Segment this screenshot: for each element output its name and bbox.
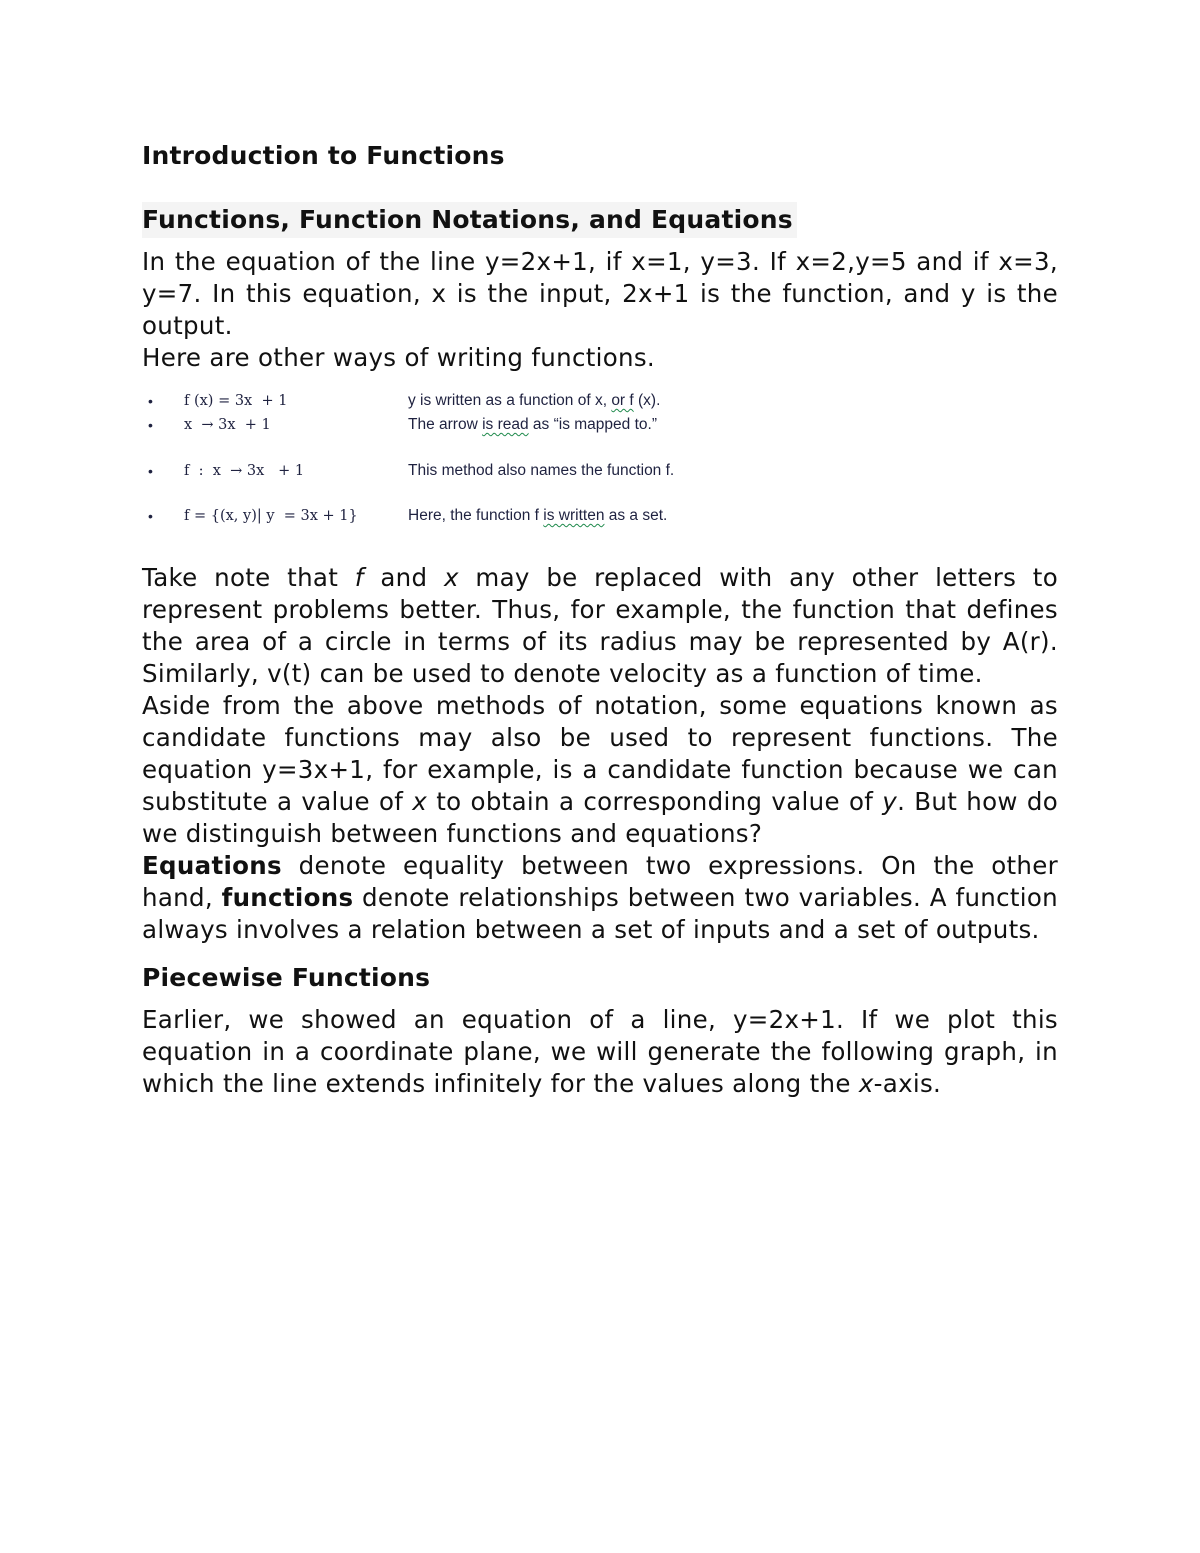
spellcheck-squiggle: or f <box>611 392 634 409</box>
document-title: Introduction to Functions <box>142 141 505 170</box>
spellcheck-squiggle: is written <box>543 507 605 524</box>
document-body <box>142 138 1058 1100</box>
paragraph-equations-vs-functions: Equations denote equality between two expressions. On the other hand, functions denote relationships between two variables. A function always involves a relation between a set of inputs and a set of outputs. <box>142 851 1058 944</box>
notation-item <box>142 460 742 484</box>
notation-description: Here, the function f is written as a set. <box>408 507 668 524</box>
paragraph-candidate-functions: Aside from the above methods of notation, some equations known as candidate functions may also be used to represent functions. The equation y=3x+1, for example, is a candidate function because we can substitute a value of x to obtain a corresponding value of y. But how do we distinguish between functions and equations? <box>142 691 1058 848</box>
notation-description: The arrow is read as “is mapped to.” <box>408 416 657 433</box>
section-heading-piecewise: Piecewise Functions <box>142 963 431 992</box>
notation-item <box>142 390 742 414</box>
notation-formula: x → 3x + 1 <box>184 417 271 433</box>
notation-list <box>142 390 1058 562</box>
bullet-icon: • <box>148 393 153 409</box>
bullet-icon: • <box>148 463 153 479</box>
bullet-icon: • <box>148 508 153 524</box>
notation-formula: f : x → 3x + 1 <box>184 463 305 479</box>
paragraph-other-ways: Here are other ways of writing functions. <box>142 343 655 372</box>
notation-item <box>142 414 742 438</box>
bullet-icon: • <box>148 417 153 433</box>
notation-description: This method also names the function f. <box>408 462 675 479</box>
notation-formula: f = {(x, y)| y = 3x + 1} <box>184 508 358 524</box>
notation-formula: f (x) = 3x + 1 <box>184 393 288 409</box>
paragraph-letters-note: Take note that f and x may be replaced with any other letters to represent problems better. Thus, for example, the function that defines the area of a circle in terms of its radius may be represented by A(r). Similarly, v(t) can be used to denote velocity as a function of time. <box>142 563 1058 688</box>
paragraph-piecewise-intro: Earlier, we showed an equation of a line, y=2x+1. If we plot this equation in a coordinate plane, we will generate the following graph, in which the line extends infinitely for the values along the x-axis. <box>142 1005 1058 1098</box>
spellcheck-squiggle: is read <box>482 416 529 433</box>
notation-item <box>142 505 742 529</box>
notation-description: y is written as a function of x, or f (x). <box>408 392 661 409</box>
section-heading-functions-notations: Functions, Function Notations, and Equations <box>142 202 797 238</box>
paragraph-line-equation: In the equation of the line y=2x+1, if x=1, y=3. If x=2,y=5 and if x=3, y=7. In this equation, x is the input, 2x+1 is the function, and y is the output. <box>142 247 1058 340</box>
